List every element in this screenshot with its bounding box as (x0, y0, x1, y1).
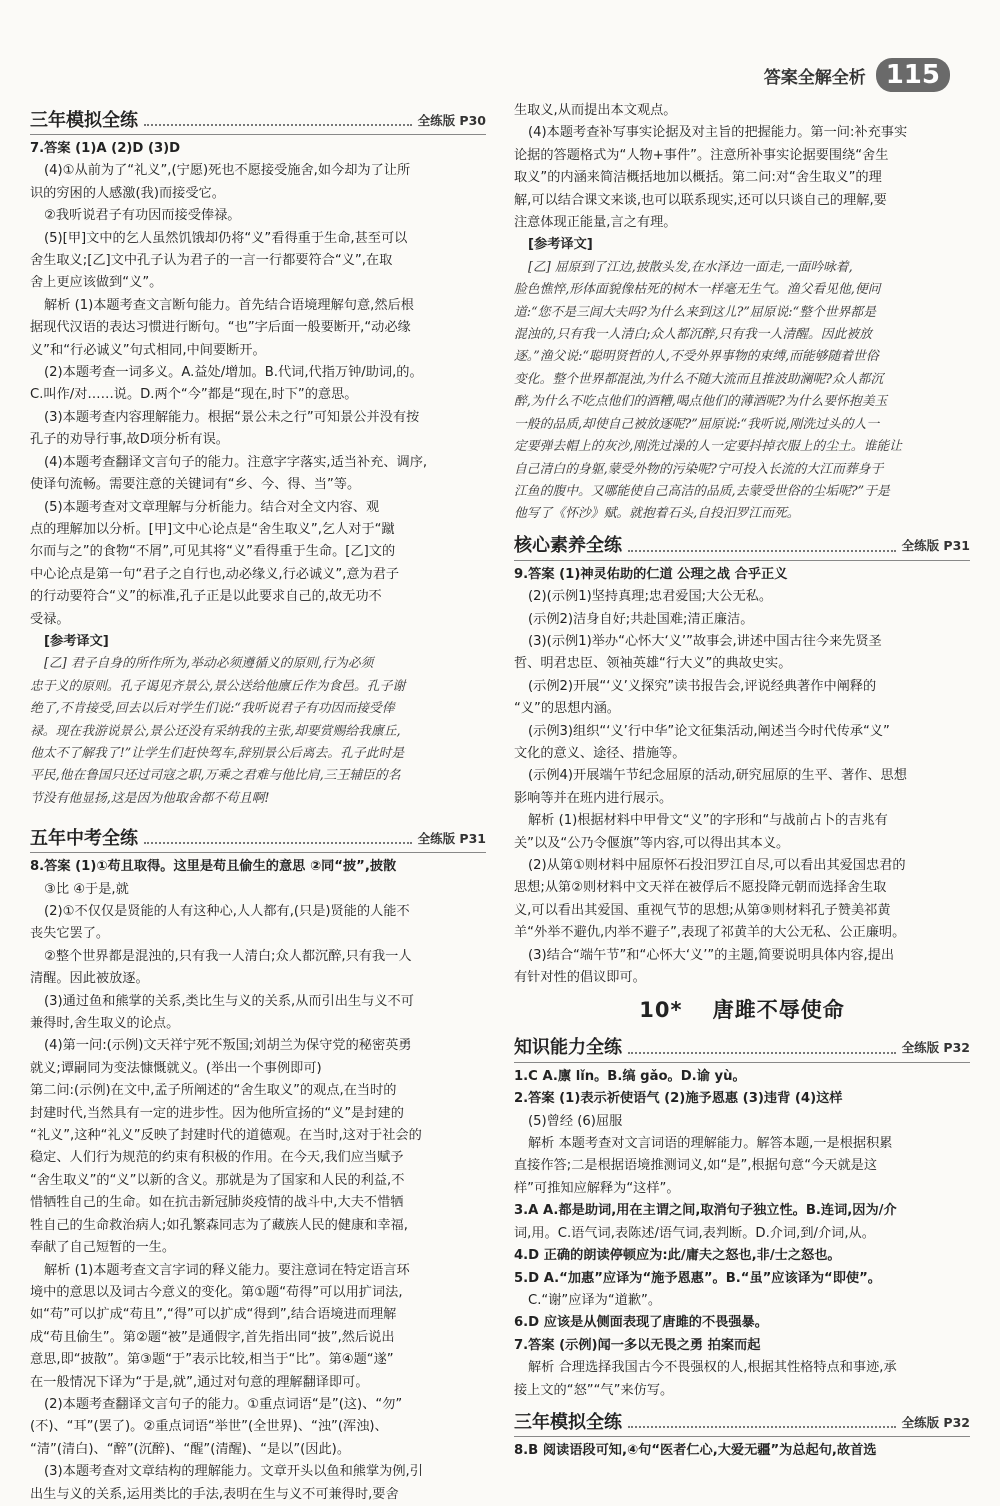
text-line: 义,可以看出其爱国、重视气节的思想;从第③则材料孔子赞美祁黄 (514, 902, 891, 918)
text-line: C.“谢”应译为“道歉”。 (528, 1292, 662, 1308)
section-header (514, 530, 970, 558)
chapter-title: 唐雎不辱使命 (712, 998, 845, 1023)
translation-line: 脸色憔悴,形体面貌像枯死的树木一样毫无生气。渔父看见他,便问 (514, 282, 881, 298)
text-line: (2)本题考查一词多义。A.益处/增加。B.代词,代指万钟/助词,的。 (44, 365, 423, 381)
translation-line: 忠于义的原则。孔子谒见齐景公,景公送给他廪丘作为食邑。孔子谢 (30, 678, 406, 694)
section-header (514, 1406, 970, 1434)
section-reference: 全练版 P32 (901, 1040, 970, 1056)
text-line: (4)本题考查补写事实论据及对主旨的把握能力。第一问:补充事实 (528, 125, 908, 141)
translation-line: 自己清白的身躯,蒙受外物的污染呢?宁可投入长流的大江而葬身于 (514, 461, 884, 477)
text-line: 如“苟”可以扩成“苟且”,“得”可以扩成“得到”,结合语境进而理解 (30, 1307, 397, 1323)
text-line: (3)通过鱼和熊掌的关系,类比生与义的关系,从而引出生与义不可 (44, 993, 414, 1009)
translation-line: 禄。现在我游说景公,景公还没有采纳我的主张,却要赏赐给我廪丘, (30, 723, 401, 739)
text-line: 7.答案 (1)A (2)D (3)D (30, 141, 181, 156)
text-line: 意思,即“披散”。第③题“于”表示比较,相当于“比”。第④题“遂” (30, 1352, 394, 1368)
text-line: (4)本题考查翻译文言句子的能力。注意字字落实,适当补充、调序, (44, 454, 428, 470)
text-line: (2)本题考查翻译文言句子的能力。①重点词语“是”(这)、“勿” (44, 1396, 403, 1412)
left-column (30, 100, 486, 1506)
text-line: 解析 本题考查对文言词语的理解能力。解答本题,一是根据积累 (528, 1136, 893, 1152)
section-title: 五年中考全练 (30, 827, 138, 849)
text-line: 舍上更应该做到“义”。 (30, 275, 163, 291)
text-line: 解,可以结合课文来谈,也可以联系现实,还可以只谈自己的理解,要 (514, 192, 887, 208)
translation-line: 平民,他在鲁国只还过司寇之职,万乘之君难与他比肩,三王辅臣的名 (30, 768, 401, 784)
text-line: ③比 ④于是,就 (44, 881, 129, 897)
translation-line: 变化。整个世界都混浊,为什么不随大流而且推波助澜呢?众人都沉 (514, 371, 884, 387)
translation-line: 江鱼的腹中。又哪能使自己高洁的品质,去蒙受世俗的尘垢呢?”于是 (514, 483, 890, 499)
answer-block (30, 856, 486, 1506)
text-line: 哲、明君忠臣、领袖英雄“行大义”的典故史实。 (514, 656, 792, 672)
text-line: 境中的意思以及词古今意义的变化。第①题“苟得”可以用扩词法, (30, 1284, 403, 1300)
translation-block (30, 653, 486, 810)
text-line: 清醒。因此被放逐。 (30, 971, 149, 987)
text-line: 1.C A.廪 lǐn。B.缟 gǎo。D.谕 yù。 (514, 1068, 746, 1084)
text-line: (示例2)开展“‘义’义探究”读书报告会,评说经典著作中阐释的 (528, 678, 877, 694)
reference-translation-heading: [参考译文] (528, 237, 593, 253)
section-reference: 全练版 P30 (417, 112, 486, 128)
text-line: (示例3)组织“‘义’行中华”论文征集活动,阐述当今时代传承“义” (528, 723, 890, 739)
chapter-heading (514, 999, 970, 1021)
text-line: 解析 合理选择我国古今不畏强权的人,根据其性格特点和事迹,承 (528, 1360, 897, 1376)
text-line: “礼义”,这种“礼义”反映了封建时代的道德观。在当时,这对于社会的 (30, 1128, 422, 1144)
chapter-number: 10* (639, 998, 683, 1023)
text-line: 孔子的劝导行事,故D项分析有误。 (30, 432, 229, 448)
answer-block (30, 138, 486, 631)
section-title: 知识能力全练 (514, 1037, 622, 1059)
text-line: 影响等并在班内进行展示。 (514, 790, 673, 806)
text-line: (2)(示例1)坚持真理;忠君爱国;大公无私。 (528, 589, 773, 605)
text-line: (5)[甲]文中的乞人虽然饥饿却仍将“义”看得重于生命,甚至可以 (44, 230, 408, 246)
text-line: 关”以及“公乃令偃旗”等内容,可以得出其本义。 (514, 835, 790, 851)
text-line: “舍生取义”的“义”以新的含义。那就是为了国家和人民的利益,不 (30, 1172, 405, 1188)
dotted-rule (144, 842, 412, 844)
text-line: 奉献了自己短暂的一生。 (30, 1240, 176, 1256)
translation-line: 定要弹去帽上的灰沙,刚洗过澡的人一定要抖掉衣服上的尘土。谁能让 (514, 439, 902, 455)
text-line: (5)本题考查对文章理解与分析能力。结合对全文内容、观 (44, 499, 380, 515)
text-line: (2)①不仅仅是贤能的人有这种心,人人都有,(只是)贤能的人能不 (44, 904, 410, 919)
text-line: (4)第一问:(示例)文天祥宁死不叛国;刘胡兰为保守党的秘密英勇 (44, 1038, 412, 1054)
translation-line: 逐。”渔父说:“聪明贤哲的人,不受外界事物的束缚,而能够随着世俗 (514, 349, 879, 365)
text-line: 在一般情况下译为“于是,就”,通过对句意的理解翻译即可。 (30, 1374, 369, 1390)
text-line: 点的理解加以分析。[甲]文中心论点是“舍生取义”,乞人对于“蹴 (30, 521, 395, 537)
text-line: (不)、“耳”(罢了)。②重点词语“举世”(全世界)、“浊”(浑浊)、 (30, 1419, 388, 1435)
text-line: 兼得时,舍生取义的论点。 (30, 1016, 180, 1032)
page-header (764, 58, 950, 92)
text-line: 注意体现正能量,言之有理。 (514, 215, 677, 231)
text-line: (示例2)洁身自好;共赴国难;清正廉洁。 (528, 611, 754, 627)
text-line: 义”和“行必诚义”句式相同,中间要断开。 (30, 342, 266, 358)
text-line: 丧失它罢了。 (30, 926, 110, 942)
text-line: (4)①从前为了“礼义”,(宁愿)死也不愿接受施舍,如今却为了让所 (44, 163, 411, 179)
text-line: 2.答案 (1)表示祈使语气 (2)施予恩惠 (3)违背 (4)这样 (514, 1091, 843, 1107)
answer-block (514, 564, 970, 990)
text-line: ②整个世界都是混浊的,只有我一人清白;众人都沉醉,只有我一人 (44, 948, 412, 964)
right-column (514, 100, 970, 1462)
section-header (514, 1032, 970, 1060)
text-line: 论据的答题格式为“人物+事件”。注意所补事实论据要围绕“舍生 (514, 147, 889, 163)
section-header (30, 104, 486, 132)
text-line: 直接作答;二是根据语境推测词义,如“是”,根据句意“今天就是这 (514, 1158, 878, 1174)
text-line: 就义;谭嗣同为变法慷慨就义。(举出一个事例即可) (30, 1060, 322, 1076)
text-line: 舍生取义;[乙]文中孔子认为君子的一言一行都要符合“义”,在取 (30, 253, 393, 269)
text-line: (3)本题考查对文章结构的理解能力。文章开头以鱼和熊掌为例,引 (44, 1464, 423, 1480)
text-line: 6.D 应该是从侧面表现了唐雎的不畏强暴。 (514, 1315, 768, 1331)
text-line: 解析 (1)本题考查文言断句能力。首先结合语境理解句意,然后根 (44, 297, 414, 313)
text-line: 9.答案 (1)神灵佑助的仁道 公理之战 合乎正义 (514, 566, 788, 582)
text-line: 成“苟且偷生”。第②题“被”是通假字,首先指出同“披”,然后说出 (30, 1329, 395, 1345)
text-line: 样”可推知应解释为“这样”。 (514, 1180, 680, 1196)
text-line: (示例4)开展端午节纪念屈原的活动,研究屈原的生平、著作、思想 (528, 768, 907, 784)
text-line: 7.答案 (示例)闻一多以无畏之勇 拍案而起 (514, 1337, 761, 1353)
text-line: 中心论点是第一句“君子之自行也,动必缘义,行必诚义”,意为君子 (30, 566, 400, 582)
text-line: 词,用。C.语气词,表陈述/语气词,表判断。D.介词,到/介词,从。 (514, 1225, 875, 1241)
reference-translation-heading: [参考译文] (44, 633, 109, 649)
answer-block (514, 100, 970, 234)
text-line: 思想;从第②则材料中文天祥在被俘后不愿投降元朝而选择舍生取 (514, 880, 887, 896)
text-line: 封建时代,当然具有一定的进步性。因为他所宣扬的“义”是封建的 (30, 1105, 404, 1121)
text-line: (2)从第①则材料中屈原怀石投汨罗江自尽,可以看出其爱国忠君的 (528, 858, 906, 873)
dotted-rule (628, 1052, 896, 1054)
section-reference: 全练版 P31 (417, 830, 486, 846)
text-line: 羊“外举不避仇,内举不避子”,表现了祁黄羊的大公无私、公正廉明。 (514, 925, 906, 941)
text-line: 使译句流畅。需要注意的关键词有“乡、今、得、当”等。 (30, 477, 361, 493)
text-line: 取义”的内涵来简洁概括地加以概括。第二问:对“舍生取义”的理 (514, 170, 882, 186)
text-line: C.叫作/对……说。D.两个“今”都是“现在,时下”的意思。 (30, 387, 358, 403)
text-line: 受禄。 (30, 611, 70, 627)
page-number: 115 (876, 58, 950, 92)
translation-line: 一般的品质,却使自己被放逐呢?”屈原说:“我听说,刚洗过头的人一 (514, 416, 880, 432)
translation-line: [乙] 君子自身的所作所为,举动必须遵循义的原则,行为必须 (44, 656, 374, 672)
text-line: 惜牺牲自己的生命。如在抗击新冠肺炎疫情的战斗中,大夫不惜牺 (30, 1195, 404, 1211)
text-line: 5.D A.“加惠”应译为“施予恩惠”。B.“虽”应该译为“即使”。 (514, 1270, 881, 1286)
text-line: 牲自己的生命救治病人;如孔繁森同志为了藏族人民的健康和幸福, (30, 1217, 408, 1233)
section-header (30, 822, 486, 850)
text-line: 4.D 正确的朗读停顿应为:此/庸夫之怒也,非/士之怒也。 (514, 1248, 841, 1264)
section-title: 三年模拟全练 (30, 109, 138, 131)
answer-block (514, 1440, 970, 1462)
translation-line: [乙] 屈原到了江边,披散头发,在水泽边一面走,一面吟咏着, (528, 259, 853, 275)
text-line: 3.A A.都是助词,用在主谓之间,取消句子独立性。B.连词,因为/介 (514, 1203, 897, 1219)
text-line: 识的穷困的人感激(我)而接受它。 (30, 185, 225, 201)
dotted-rule (628, 1426, 896, 1428)
answer-block (514, 1066, 970, 1402)
text-line: (3)本题考查内容理解能力。根据“景公未之行”可知景公并没有按 (44, 409, 420, 425)
section-reference: 全练版 P32 (901, 1414, 970, 1430)
section-reference: 全练版 P31 (901, 538, 970, 554)
translation-line: 绝了,不肯接受,回去以后对学生们说:“我听说君子有功因而接受俸 (30, 701, 395, 717)
text-line: (5)曾经 (6)屈服 (528, 1113, 623, 1129)
text-line: 8.B 阅读语段可知,④句“医者仁心,大爱无疆”为总起句,故首选 (514, 1442, 877, 1458)
translation-block (514, 257, 970, 526)
text-line: 有针对性的倡议即可。 (514, 970, 646, 986)
text-line: 生取义,从而提出本文观点。 (514, 103, 677, 118)
translation-line: 道:“您不是三闾大夫吗?为什么来到这儿?”屈原说:“整个世界都是 (514, 304, 876, 320)
text-line: 接上文的“怒”“气”来仿写。 (514, 1382, 674, 1398)
translation-line: 混浊的,只有我一人清白;众人都沉醉,只有我一人清醒。因此被放 (514, 327, 872, 343)
text-line: 文化的意义、途径、措施等。 (514, 745, 686, 761)
text-line: 解析 (1)本题考查文言字词的释义能力。要注意词在特定语言环 (44, 1262, 410, 1278)
section-title: 核心素养全练 (514, 535, 622, 557)
text-line: 尔而与之”的食物“不屑”,可见其将“义”看得重于生命。[乙]文的 (30, 544, 396, 560)
translation-line: 他写了《怀沙》赋。就抱着石头,自投汨罗江而死。 (514, 506, 800, 522)
translation-line: 节没有他显扬,这是因为他取舍都不苟且啊! (30, 790, 270, 806)
text-line: 据现代汉语的表达习惯进行断句。“也”字后面一般要断开,“动必缘 (30, 320, 411, 336)
section-title: 三年模拟全练 (514, 1411, 622, 1433)
text-line: ②我听说君子有功因而接受俸禄。 (44, 208, 241, 224)
dotted-rule (144, 124, 412, 126)
text-line: 第二问:(示例)在文中,孟子所阐述的“舍生取义”的观点,在当时的 (30, 1083, 397, 1099)
dotted-rule (628, 550, 896, 552)
text-line: 8.答案 (1)①苟且取得。这里是苟且偷生的意思 ②同“披”,披散 (30, 859, 397, 875)
text-line: 出生与义的关系,运用类比的手法,表明在生与义不可兼得时,要舍 (30, 1486, 399, 1502)
text-line: (3)(示例1)举办“心怀大‘义’”故事会,讲述中国古往今来先贤圣 (528, 633, 882, 649)
header-title: 答案全解全析 (763, 67, 866, 88)
text-line: (3)结合“端午节”和“心怀大‘义’”的主题,简要说明具体内容,提出 (528, 947, 895, 963)
text-line: 稳定、人们行为规范的约束有积极的作用。在今天,我们应当赋予 (30, 1150, 404, 1166)
text-line: 的行动要符合“义”的标准,孔子正是以此要求自己的,故无功不 (30, 589, 382, 605)
text-line: “清”(清白)、“醉”(沉醉)、“醒”(清醒)、“是以”(因此)。 (30, 1441, 351, 1457)
translation-line: 醉,为什么不吃点他们的酒糟,喝点他们的薄酒呢?为什么要怀抱美玉 (514, 394, 888, 410)
text-line: 解析 (1)根据材料中甲骨文“义”的字形和“与战前占卜的吉兆有 (528, 813, 888, 829)
text-line: “义”的思想内涵。 (514, 701, 620, 717)
translation-line: 他太不了解我了!”让学生们赶快驾车,辞别景公后离去。孔子此时是 (30, 745, 405, 761)
